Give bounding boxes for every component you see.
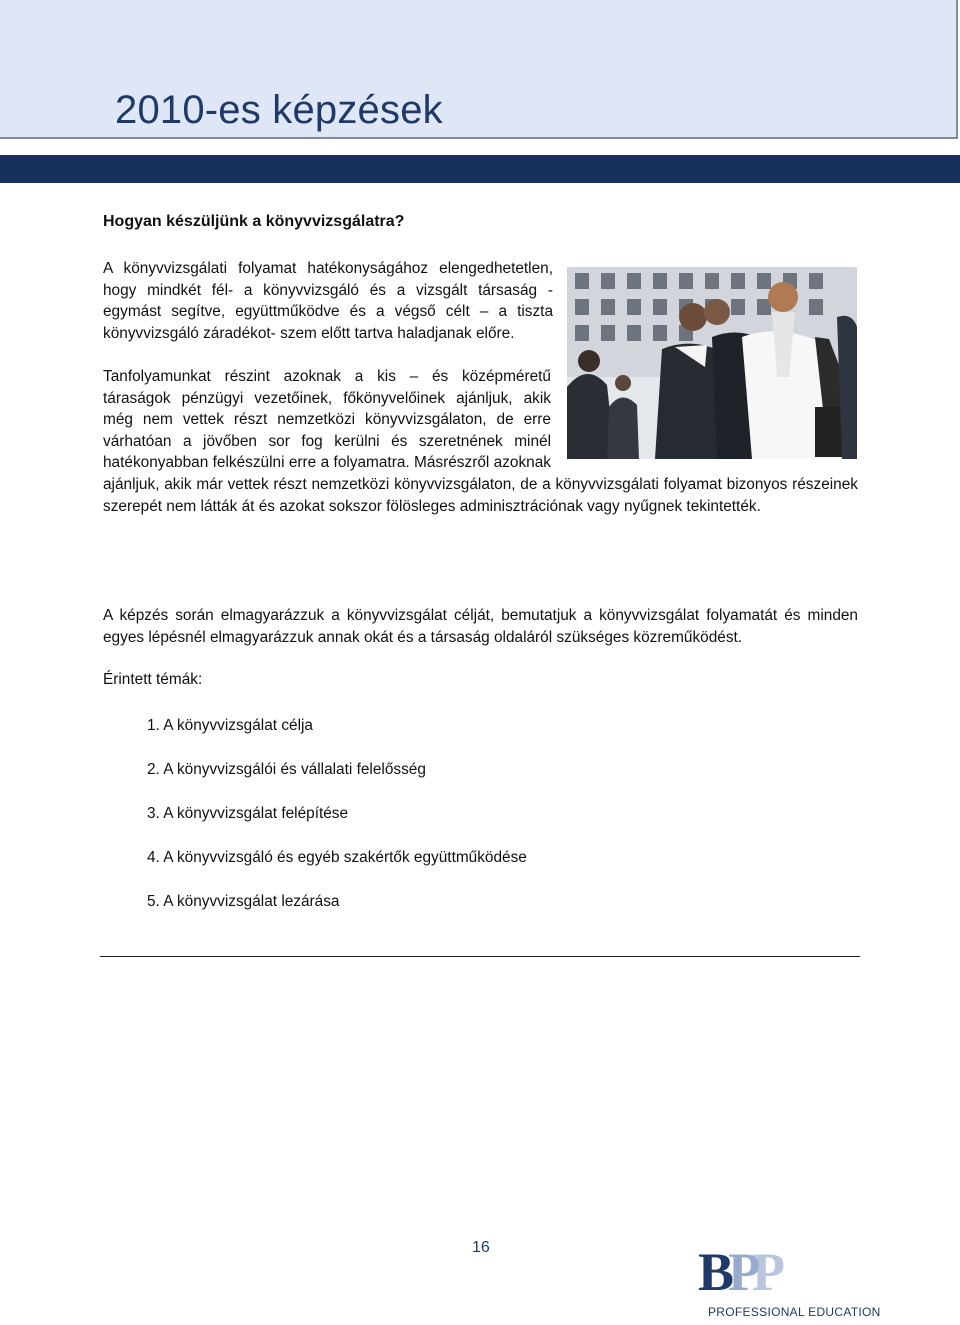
section-heading: Hogyan készüljünk a könyvvizsgálatra? [103, 213, 405, 230]
svg-text:P: P [728, 1242, 761, 1302]
intro-paragraph: A könyvvizsgálati folyamat hatékonyságához elengedhetetlen, hogy mindkét fél- a könyvvizsgáló és a vizsgált társaság - egymást segítve, együttműködve és a végső célt – a tiszta könyvvizsgáló záradékot- szem előtt tartva haladjanak előre. [103, 260, 553, 342]
section-divider [100, 956, 860, 957]
bpp-logo [698, 1238, 881, 1320]
svg-text:P: P [752, 1242, 785, 1302]
topic-item: 4. A könyvvizsgáló és egyéb szakértők együttműködése [147, 849, 527, 866]
course-target-text: Tanfolyamunkat részint azoknak a kis – és középméretű táraságok pénzügyi vezetőinek, főkönyvelőinek ajánljuk, akik még nem vettek részt nemzetközi könyvvizsgálaton, de erre várhatóan a jövőben sor fog kerülni és szeretnének minél hatékonyabban felkészülni erre a folyamatra. Másrészről azoknak ajánljuk, akik már vettek részt nemzetközi könyvvizsgálaton, de a könyvvizsgálati folyamat bizonyos részeinek szerepét nem látták át és azokat sokszor fölösleges adminisztrációnak vagy nyűgnek tekintették. [103, 368, 858, 515]
svg-text:B: B [698, 1242, 735, 1302]
page-title: 2010-es képzések [115, 88, 443, 132]
header-band [0, 155, 960, 183]
topic-item: 1. A könyvvizsgálat célja [147, 717, 313, 734]
topic-item: 2. A könyvvizsgálói és vállalati felelősség [147, 761, 426, 778]
topic-item: 3. A könyvvizsgálat felépítése [147, 805, 349, 822]
topics-list [147, 715, 527, 935]
training-description-paragraph: A képzés során elmagyarázzuk a könyvvizsgálat célját, bemutatjuk a könyvvizsgálat folyamatát és minden egyes lépésnél elmagyarázzuk annak okát és a társaság oldaláról szükséges közreműködést. [103, 607, 858, 646]
svg-text:PROFESSIONAL EDUCATION: PROFESSIONAL EDUCATION [708, 1305, 881, 1319]
topic-item: 5. A könyvvizsgálat lezárása [147, 893, 340, 910]
course-target-paragraph [103, 366, 858, 517]
page-number: 16 [472, 1239, 490, 1256]
topics-label: Érintett témák: [103, 671, 203, 688]
photo-wrap-space [551, 366, 858, 472]
